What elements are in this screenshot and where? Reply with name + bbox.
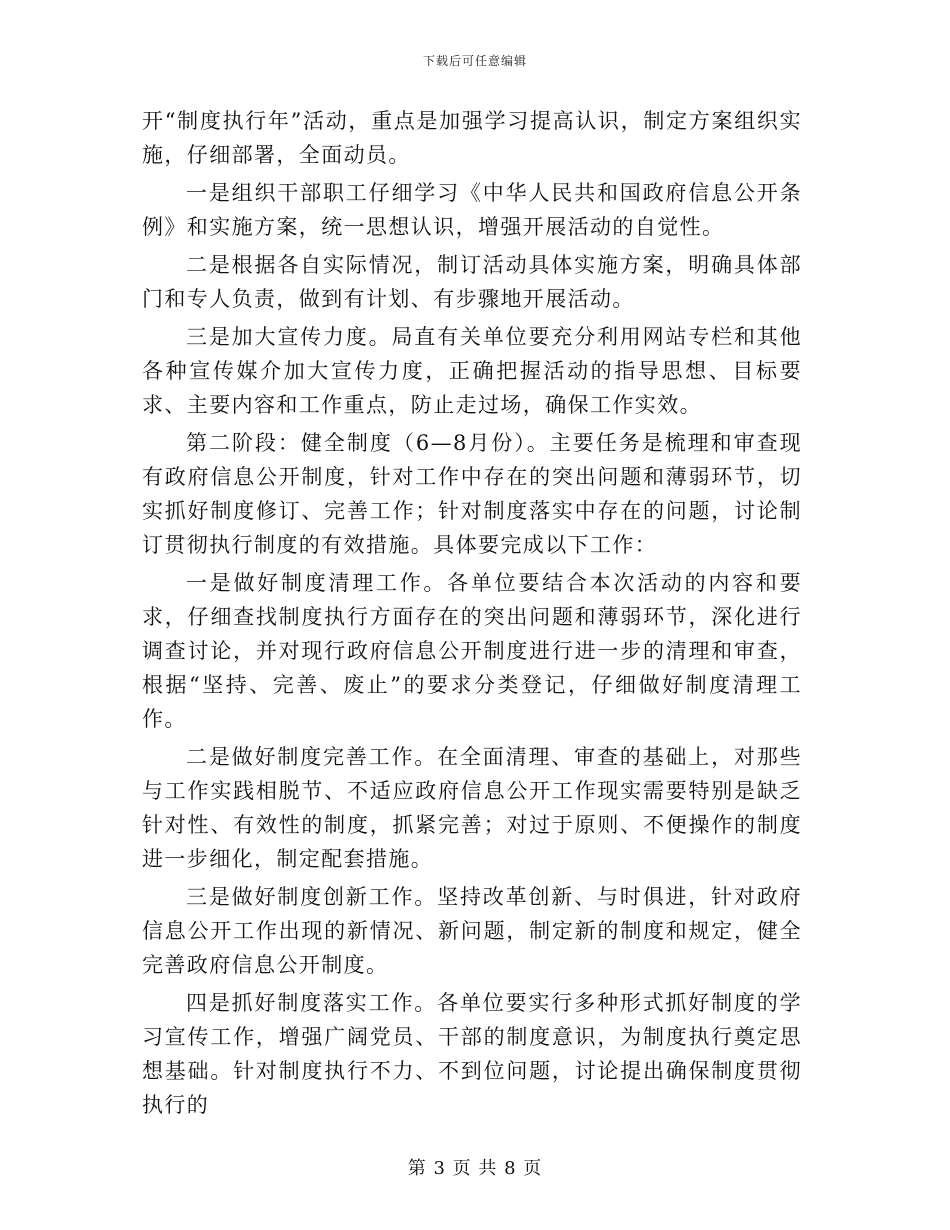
paragraph: 第二阶段：健全制度（6—8月份）。主要任务是梳理和审查现有政府信息公开制度，针对工作中存在的突出问题和薄弱环节，切实抓好制度修订、完善工作；针对制度落实中存在的问题，讨论制订贯彻执行制度的有效措施。具体要完成以下工作：	[142, 431, 802, 557]
paragraph: 三是做好制度创新工作。坚持改革创新、与时俱进，针对政府信息公开工作出现的新情况、新问题，制定新的制度和规定，健全完善政府信息公开制度。	[142, 885, 802, 977]
paragraph: 三是加大宣传力度。局直有关单位要充分利用网站专栏和其他各种宣传媒介加大宣传力度，正确把握活动的指导思想、目标要求、主要内容和工作重点，防止走过场，确保工作实效。	[142, 325, 802, 417]
document-body	[142, 104, 802, 1126]
paragraph: 二是根据各自实际情况，制订活动具体实施方案，明确具体部门和专人负责，做到有计划、有步骤地开展活动。	[142, 253, 802, 311]
paragraph: 一是组织干部职工仔细学习《中华人民共和国政府信息公开条例》和实施方案，统一思想认识，增强开展活动的自觉性。	[142, 181, 802, 239]
page-number: 第 3 页 共 8 页	[407, 1158, 543, 1179]
paragraph-continuation: 开“制度执行年”活动，重点是加强学习提高认识，制定方案组织实施，仔细部署，全面动员。	[142, 109, 802, 167]
paragraph: 一是做好制度清理工作。各单位要结合本次活动的内容和要求，仔细查找制度执行方面存在的突出问题和薄弱环节，深化进行调查讨论，并对现行政府信息公开制度进行进一步的清理和审查，根据“坚持、完善、废止”的要求分类登记，仔细做好制度清理工作。	[142, 571, 802, 731]
paragraph: 二是做好制度完善工作。在全面清理、审查的基础上，对那些与工作实践相脱节、不适应政府信息公开工作现实需要特别是缺乏针对性、有效性的制度，抓紧完善；对过于原则、不便操作的制度进一步细化，制定配套措施。	[142, 745, 802, 871]
paragraph: 四是抓好制度落实工作。各单位要实行多种形式抓好制度的学习宣传工作，增强广阔党员、干部的制度意识，为制度执行奠定思想基础。针对制度执行不力、不到位问题，讨论提出确保制度贯彻执行的	[142, 991, 802, 1117]
page-header: 下载后可任意编辑	[422, 54, 527, 68]
